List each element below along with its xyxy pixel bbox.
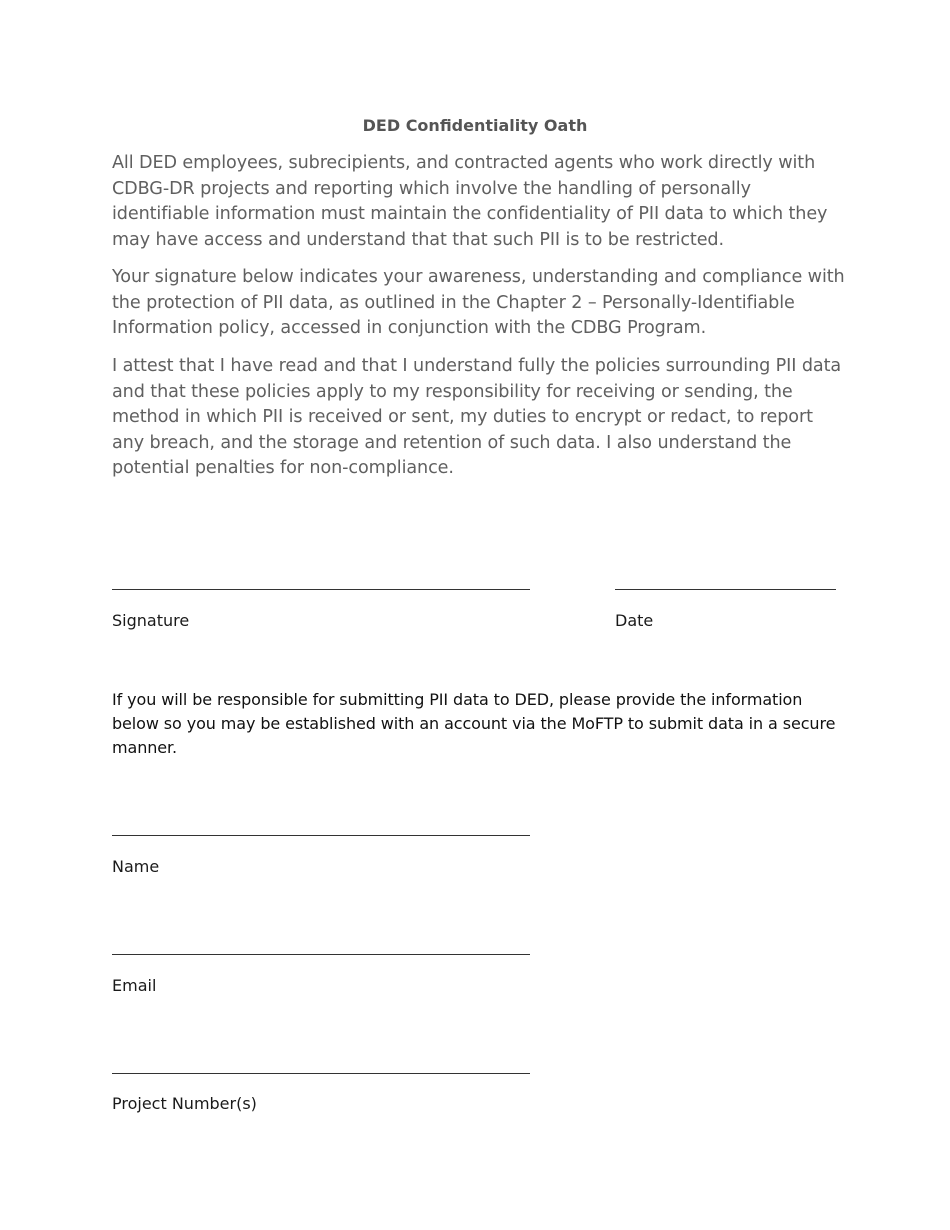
project-number-label: Project Number(s)	[112, 1094, 257, 1113]
signature-line[interactable]	[112, 589, 530, 590]
date-line[interactable]	[615, 589, 836, 590]
project-number-line[interactable]	[112, 1073, 530, 1074]
paragraph-pii-confidentiality: All DED employees, subrecipients, and contracted agents who work directly with CDBG-DR projects and reporting which involve the handling of personally identifiable information must maintain the confidentiality of PII data to which they may have access and understand that that such PII is to be restricted.	[112, 153, 828, 250]
page-title: DED Confidentiality Oath	[362, 116, 588, 135]
date-label: Date	[615, 611, 654, 630]
name-line[interactable]	[112, 835, 530, 836]
signature-label: Signature	[112, 611, 190, 630]
paragraph-signature-awareness: Your signature below indicates your awareness, understanding and compliance with the protection of PII data, as outlined in the Chapter 2 – Personally-Identifiable Information policy, accessed in conjunction with the CDBG Program.	[112, 267, 845, 338]
paragraph-attestation: I attest that I have read and that I understand fully the policies surrounding PII data and that these policies apply to my responsibility for receiving or sending, the method in which PII is received or sent, my duties to encrypt or redact, to report any breach, and the storage and retention of such data. I also understand the potential penalties for non-compliance.	[112, 356, 842, 478]
email-line[interactable]	[112, 954, 530, 955]
name-label: Name	[112, 857, 160, 876]
moftp-note: If you will be responsible for submitting PII data to DED, please provide the information below so you may be established with an account via the MoFTP to submit data in a secure manner.	[112, 690, 836, 757]
email-label: Email	[112, 976, 157, 995]
